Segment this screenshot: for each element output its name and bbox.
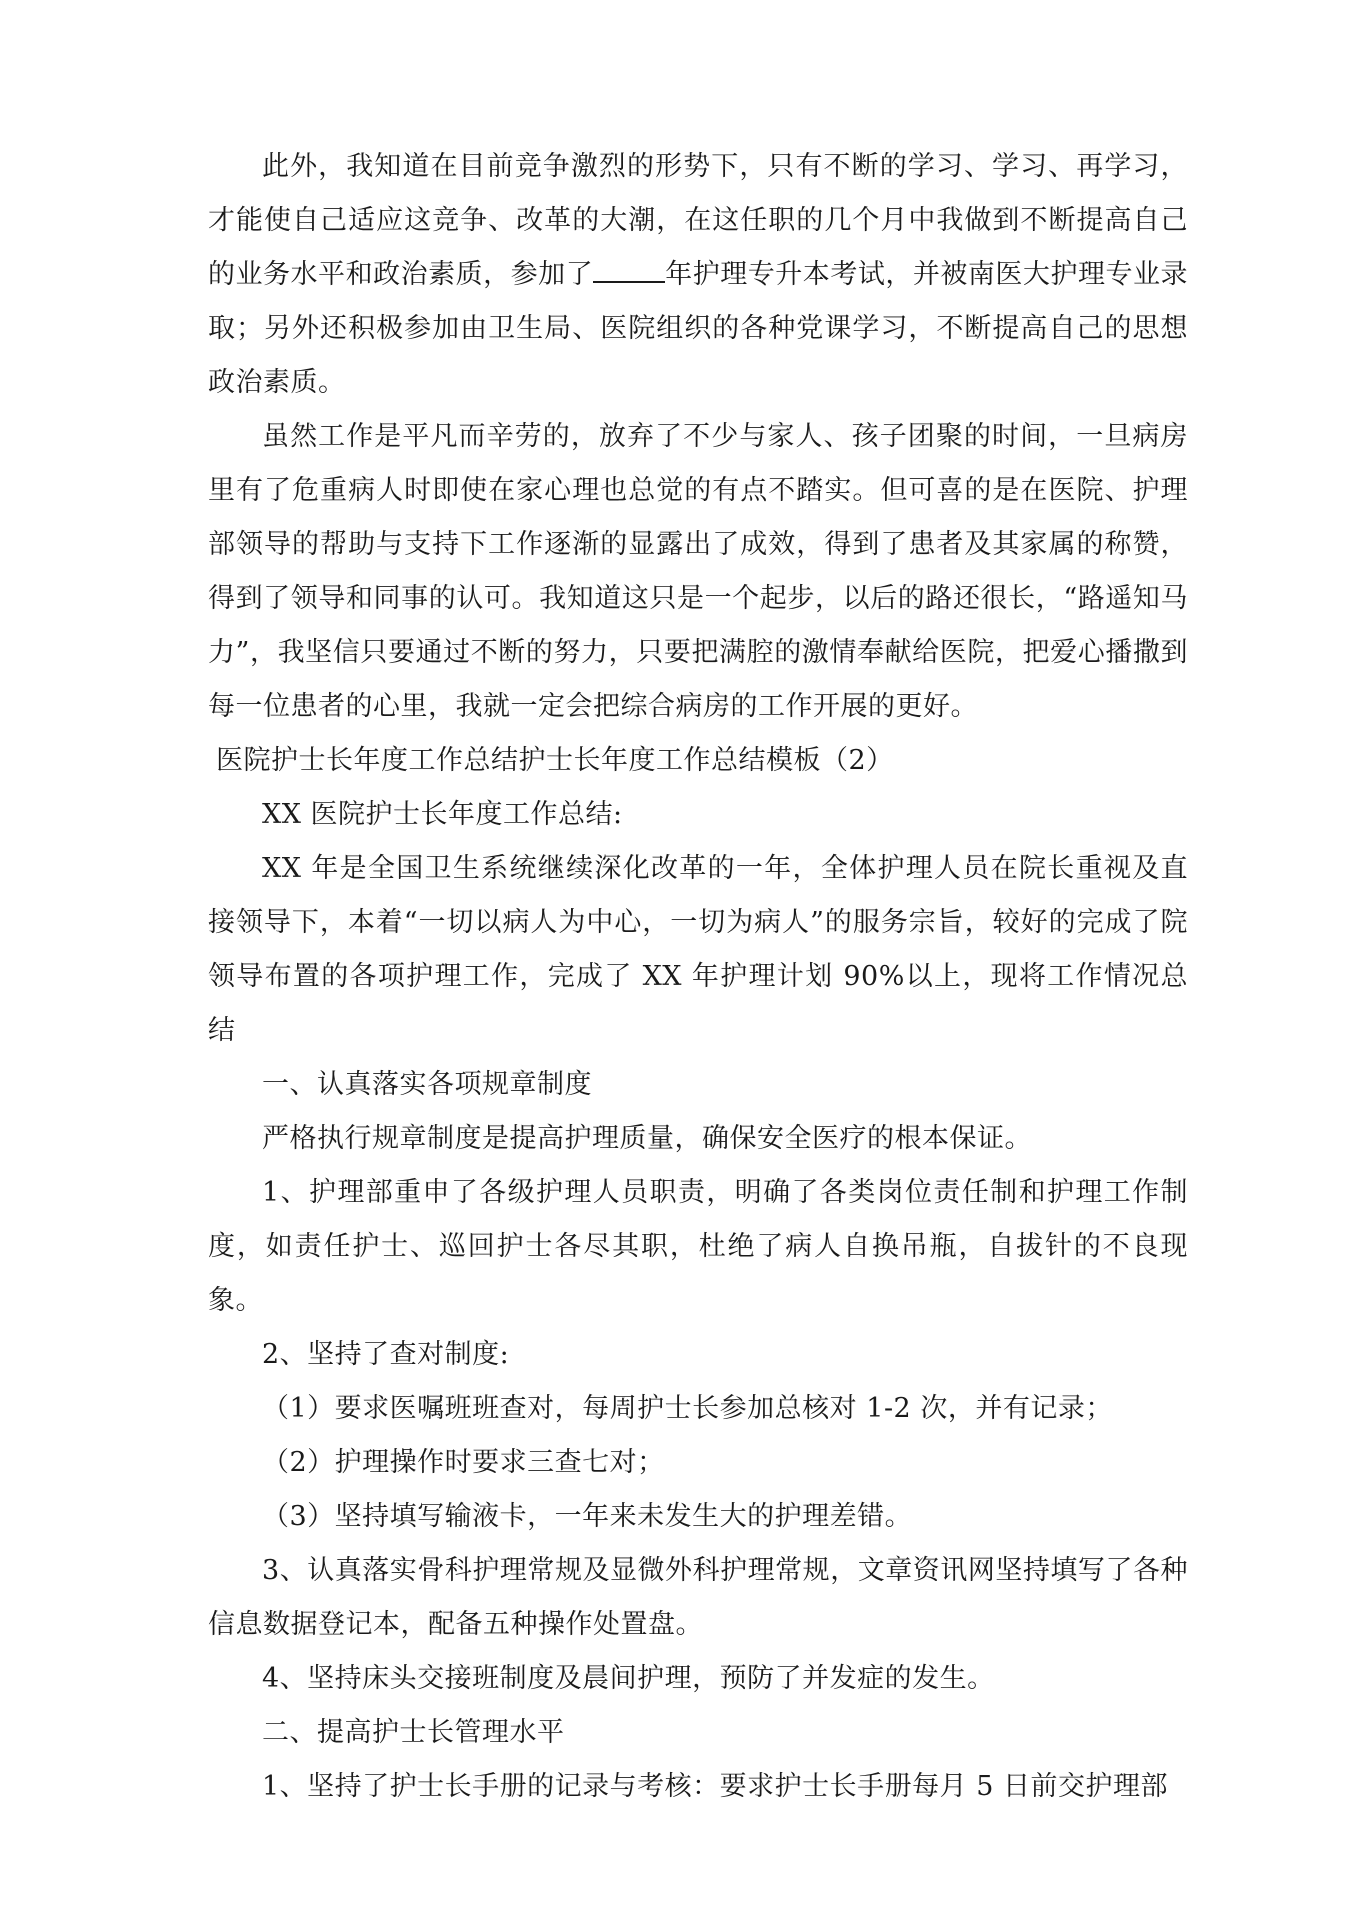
greeting-line: XX 医院护士长年度工作总结: [262,799,623,830]
paragraph-work: 虽然工作是平凡而辛劳的，放弃了不少与家人、孩子团聚的时间，一旦病房里有了危重病人时即使在家心理也总觉的有点不踏实。但可喜的是在医院、护理部领导的帮助与支持下工作逐渐的显露出了成效，得到了患者及其家属的称赞，得到了领导和同事的认可。我知道这只是一个起步，以后的路还很长，“路遥知马力”，我坚信只要通过不断的努力，只要把满腔的激情奉献给医院，把爱心播撒到每一位患者的心里，我就一定会把综合病房的工作开展的更好。 [208,421,1188,722]
paragraph-summary: XX 年是全国卫生系统继续深化改革的一年，全体护理人员在院长重视及直接领导下，本着“一切以病人为中心，一切为病人”的服务宗旨，较好的完成了院领导布置的各项护理工作，完成了 XX 年护理计划 90%以上，现将工作情况总结 [208,853,1188,1046]
paragraph-study-part1: 此外，我知道在目前竞争激烈的形势下，只有不断的学习、学习、再学习，才能使自己适应这竞争、改革的大潮，在这任职的几个月中我做到不断提高自己的业务水平和政治素质，参加了 [208,151,1188,290]
paragraph-regulations: 严格执行规章制度是提高护理质量，确保安全医疗的根本保证。 [262,1123,1032,1154]
document-body [208,140,1188,1814]
heading-management: 二、提高护士长管理水平 [262,1717,565,1748]
heading-regulations: 一、认真落实各项规章制度 [262,1069,592,1100]
list-item-1: 1、护理部重申了各级护理人员职责，明确了各类岗位责任制和护理工作制度，如责任护士、巡回护士各尽其职，杜绝了病人自换吊瓶，自拔针的不良现象。 [208,1177,1188,1316]
fill-in-blank [593,259,665,283]
section-title: 医院护士长年度工作总结护士长年度工作总结模板（2） [216,745,894,776]
list-item-management-1: 1、坚持了护士长手册的记录与考核：要求护士长手册每月 5 日前交护理部 [262,1771,1169,1802]
paragraph-study [208,140,1188,410]
list-item-4: 4、坚持床头交接班制度及晨间护理，预防了并发症的发生。 [262,1663,995,1694]
list-item-2-3: （3）坚持填写输液卡，一年来未发生大的护理差错。 [262,1501,913,1532]
list-item-3: 3、认真落实骨科护理常规及显微外科护理常规，文章资讯网坚持填写了各种信息数据登记本，配备五种操作处置盘。 [208,1555,1188,1640]
list-item-2-1: （1）要求医嘱班班查对，每周护士长参加总核对 1-2 次，并有记录； [262,1393,1113,1424]
list-item-2: 2、坚持了查对制度: [262,1339,510,1370]
list-item-2-2: （2）护理操作时要求三查七对； [262,1447,665,1478]
paragraph-study-part2: 年护理专升本考试，并被南医大护理专业录取；另外还积极参加由卫生局、医院组织的各种党课学习，不断提高自己的思想政治素质。 [208,259,1189,398]
